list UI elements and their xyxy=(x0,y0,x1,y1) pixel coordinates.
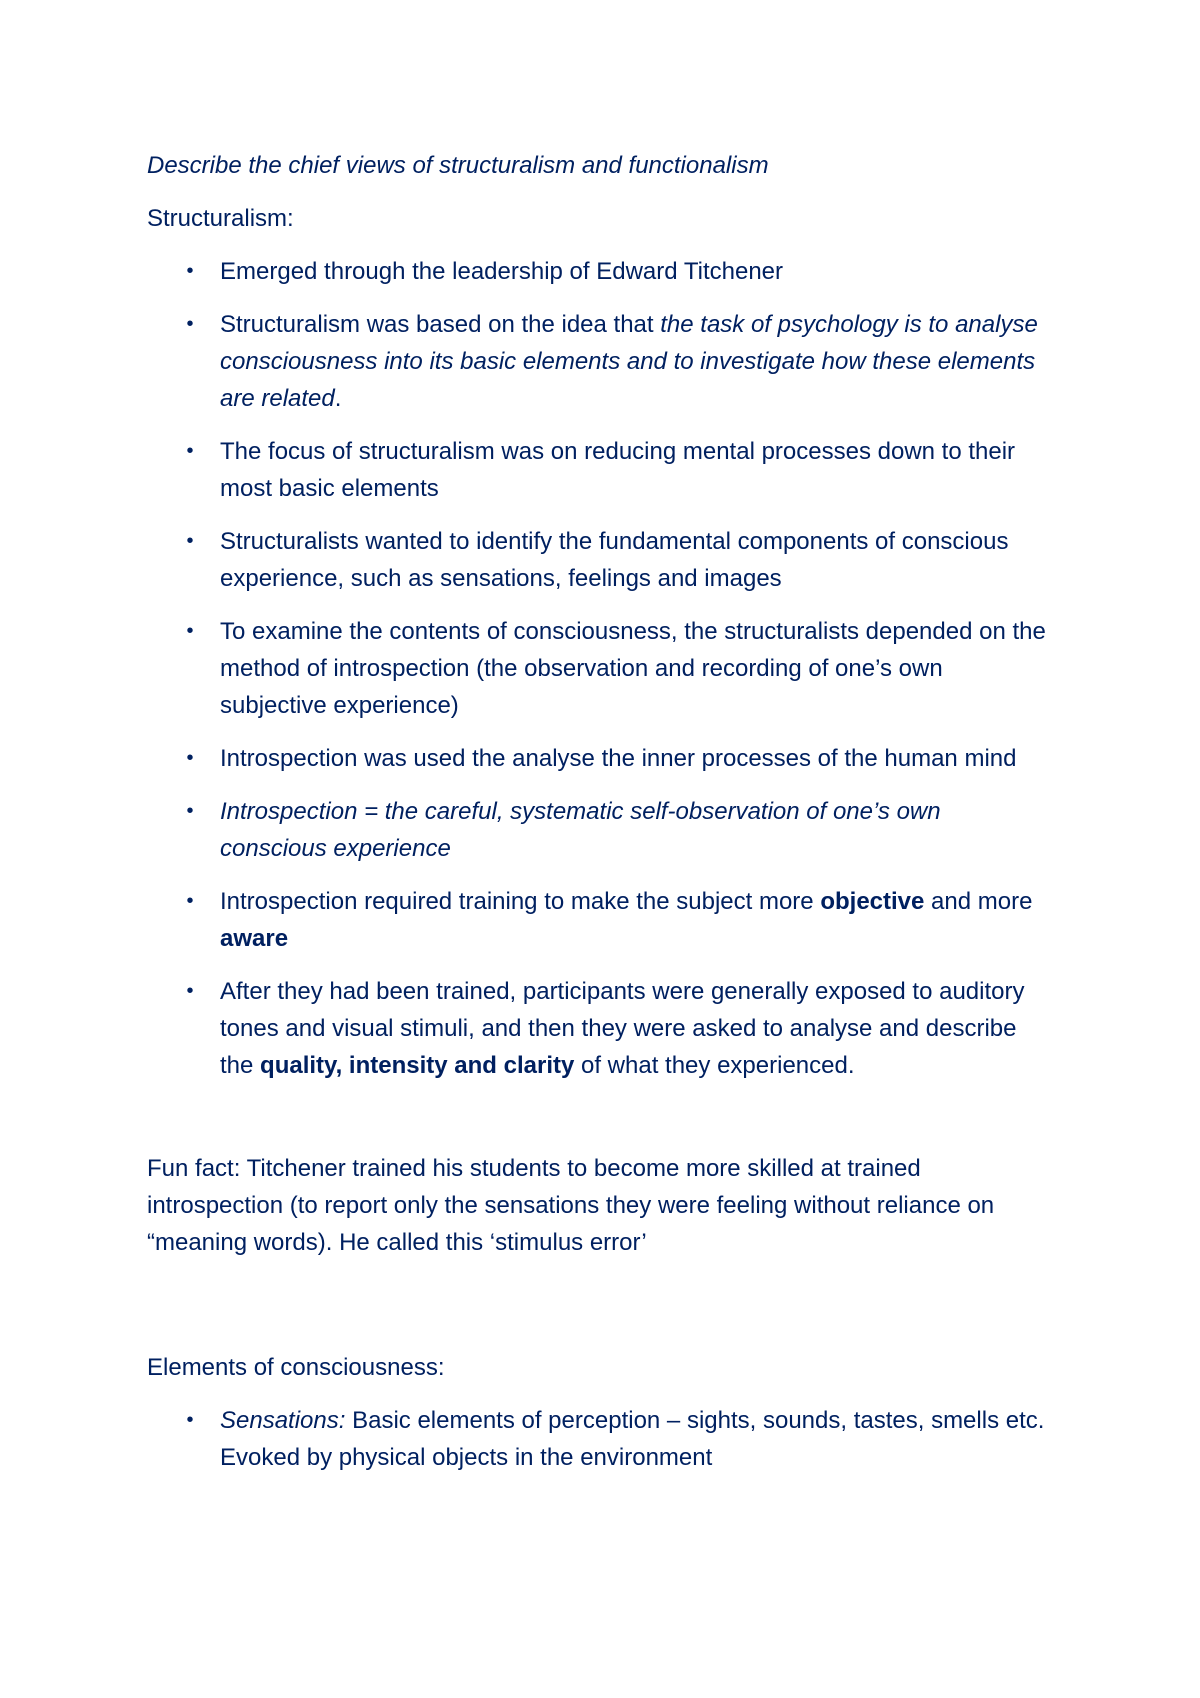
list-item xyxy=(147,1402,1050,1476)
list-item xyxy=(147,793,1050,867)
list-item-text: Basic elements of perception – sights, sounds, tastes, smells etc. Evoked by physical objects in the environment xyxy=(220,1407,1045,1471)
list-item xyxy=(147,433,1050,507)
list-item-text: . xyxy=(334,385,342,412)
list-item xyxy=(147,306,1050,417)
list-item xyxy=(147,973,1050,1084)
list-item-text: of what they experienced. xyxy=(574,1052,855,1079)
list-item xyxy=(147,523,1050,597)
italic-term: Sensations: xyxy=(220,1407,346,1434)
italic-definition: the task of psychology is to analyse consciousness into its basic elements and to investigate how these elements are related xyxy=(220,311,1038,412)
list-item-text: The focus of structuralism was on reducing mental processes down to their most basic elements xyxy=(220,438,1016,502)
list-item-text: and more xyxy=(924,888,1033,915)
italic-definition: Introspection = the careful, systematic self-observation of one’s own conscious experience xyxy=(220,798,941,862)
elements-list xyxy=(147,1402,1050,1476)
list-item-text: To examine the contents of consciousness, the structuralists depended on the method of introspection (the observation and recording of one’s own subjective experience) xyxy=(220,618,1046,719)
fun-fact-paragraph: Fun fact: Titchener trained his students to become more skilled at trained introspection (to report only the sensations they were feeling without reliance on “meaning words). He called this ‘stimulus error’ xyxy=(147,1155,995,1256)
bold-term: objective xyxy=(820,888,925,915)
document-title: Describe the chief views of structuralism and functionalism xyxy=(147,152,769,179)
bold-term: aware xyxy=(220,925,289,952)
structuralism-heading: Structuralism: xyxy=(147,205,294,232)
bullet-icon: • xyxy=(186,800,194,822)
list-item xyxy=(147,613,1050,724)
structuralism-list xyxy=(147,253,1050,1084)
bullet-icon: • xyxy=(186,980,194,1002)
bullet-icon: • xyxy=(186,890,194,912)
list-item xyxy=(147,740,1050,777)
bullet-icon: • xyxy=(186,440,194,462)
list-item xyxy=(147,883,1050,957)
list-item-text: Structuralism was based on the idea that xyxy=(220,311,661,338)
list-item-text: Structuralists wanted to identify the fundamental components of conscious experience, such as sensations, feelings and images xyxy=(220,528,1009,592)
list-item-text: Introspection required training to make the subject more xyxy=(220,888,821,915)
bullet-icon: • xyxy=(186,260,194,282)
list-item-text: Introspection was used the analyse the inner processes of the human mind xyxy=(220,745,1017,772)
list-item xyxy=(147,253,1050,290)
bullet-icon: • xyxy=(186,313,194,335)
bullet-icon: • xyxy=(186,747,194,769)
bullet-icon: • xyxy=(186,1409,194,1431)
bullet-icon: • xyxy=(186,530,194,552)
list-item-text: Emerged through the leadership of Edward Titchener xyxy=(220,258,784,285)
list-item-text: After they had been trained, participants were generally exposed to auditory tones and visual stimuli, and then they were asked to analyse and describe the xyxy=(220,978,1025,1079)
bullet-icon: • xyxy=(186,620,194,642)
bold-term: quality, intensity and clarity xyxy=(260,1052,575,1079)
elements-heading: Elements of consciousness: xyxy=(147,1354,445,1381)
